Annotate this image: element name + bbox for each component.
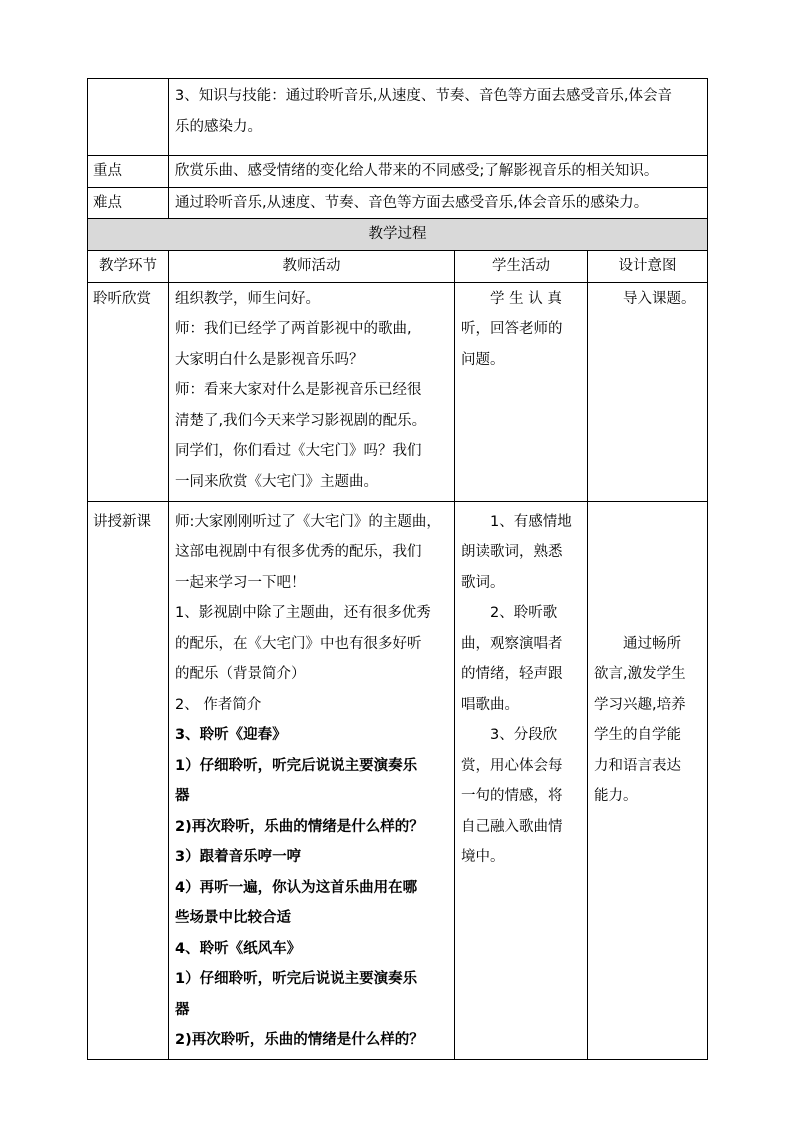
intent-line: 学习兴趣,培养	[594, 696, 686, 713]
column-header-student: 学生活动	[455, 250, 588, 282]
teacher-activity-cell	[169, 501, 455, 1059]
key-point-row	[88, 156, 708, 188]
student-line: 2、聆听歌	[490, 605, 558, 621]
teacher-line: 大家明白什么是影视音乐吗？	[175, 351, 364, 368]
teacher-line: 师：我们已经学了两首影视中的歌曲,	[175, 321, 412, 337]
intent-line: 能力。	[594, 788, 638, 804]
student-line: 的情绪，轻声跟	[461, 666, 563, 682]
teacher-line: 的配乐，在《大宅门》中也有很多好听	[175, 635, 422, 652]
student-line: 曲，观察演唱者	[461, 635, 563, 652]
difficulty-text: 通过聆听音乐,从速度、节奏、音色等方面去感受音乐,体会音乐的感染力。	[169, 187, 708, 219]
design-intent-cell	[588, 282, 708, 501]
section-new-lesson-row	[88, 501, 708, 1059]
teacher-line-bold: 1）仔细聆听，听完后说说主要演奏乐	[175, 971, 418, 987]
objective-line: 乐的感染力。	[175, 118, 262, 135]
teacher-line-bold: 4）再听一遍，你认为这首乐曲用在哪	[175, 879, 418, 896]
teacher-line-bold: 些场景中比较合适	[175, 910, 291, 926]
teacher-line: 师：看来大家对什么是影视音乐已经很	[175, 382, 422, 398]
stage-cell: 聆听欣赏	[88, 282, 169, 501]
intent-line: 力和语言表达	[594, 757, 681, 774]
teacher-line-bold: 器	[175, 1001, 190, 1018]
difficulty-row	[88, 187, 708, 219]
key-point-text: 欣赏乐曲、感受情绪的变化给人带来的不同感受;了解影视音乐的相关知识。	[169, 156, 708, 188]
intent-line: 导入课题。	[623, 290, 696, 307]
student-line: 3、分段欣	[490, 727, 558, 743]
objective-line: 3、知识与技能：通过聆听音乐,从速度、节奏、音色等方面去感受音乐,体会音	[175, 88, 672, 104]
student-line: 歌词。	[461, 574, 505, 591]
difficulty-label: 难点	[88, 187, 169, 219]
student-line: 境中。	[461, 849, 505, 865]
stage-cell: 讲授新课	[88, 501, 169, 1059]
design-intent-cell	[588, 501, 708, 1059]
teacher-line-bold: 2)再次聆听，乐曲的情绪是什么样的？	[175, 818, 424, 835]
student-line: 自己融入歌曲情	[461, 818, 563, 835]
teacher-line: 这部电视剧中有很多优秀的配乐，我们	[175, 544, 422, 560]
objective-row	[88, 79, 708, 156]
teacher-line: 2、 作者简介	[175, 696, 262, 713]
column-header-row	[88, 250, 708, 282]
teacher-line-bold: 4、聆听《纸风车》	[175, 940, 302, 957]
teacher-line-bold: 3）跟着音乐哼一哼	[175, 849, 302, 865]
student-line: 学 生 认 真	[490, 290, 562, 307]
student-line: 1、有感情地	[490, 513, 572, 530]
teacher-line-bold: 2)再次聆听，乐曲的情绪是什么样的？	[175, 1032, 424, 1048]
teacher-line: 清楚了,我们今天来学习影视剧的配乐。	[175, 412, 427, 429]
teacher-line: 组织教学，师生问好。	[175, 290, 320, 307]
column-header-stage: 教学环节	[88, 250, 169, 282]
student-line: 唱歌曲。	[461, 696, 519, 713]
process-header: 教学过程	[88, 219, 708, 251]
student-line: 朗读歌词，熟悉	[461, 544, 563, 560]
section-listening-row	[88, 282, 708, 501]
intent-line: 欲言,激发学生	[594, 666, 686, 682]
student-line: 问题。	[461, 351, 505, 368]
key-point-label: 重点	[88, 156, 169, 188]
teacher-line: 师:大家刚刚听过了《大宅门》的主题曲，	[175, 513, 441, 530]
objective-cell	[169, 79, 708, 156]
teacher-line: 同学们，你们看过《大宅门》吗？我们	[175, 443, 422, 459]
lesson-plan-table	[87, 78, 708, 1060]
teacher-line-bold: 3、聆听《迎春》	[175, 727, 287, 743]
student-line: 听，回答老师的	[461, 321, 563, 337]
column-header-teacher: 教师活动	[169, 250, 455, 282]
student-line: 一句的情感，将	[461, 788, 563, 804]
intent-line: 学生的自学能	[594, 727, 681, 743]
student-line: 赏，用心体会每	[461, 757, 563, 774]
teacher-line: 的配乐（背景简介）	[175, 666, 306, 682]
teacher-activity-cell	[169, 282, 455, 501]
teacher-line-bold: 1）仔细聆听，听完后说说主要演奏乐	[175, 757, 418, 774]
teacher-line: 1、影视剧中除了主题曲，还有很多优秀	[175, 605, 431, 621]
teacher-line: 一同来欣赏《大宅门》主题曲。	[175, 473, 378, 490]
teacher-line: 一起来学习一下吧！	[175, 574, 306, 591]
intent-line: 通过畅所	[623, 635, 681, 652]
student-activity-cell	[455, 501, 588, 1059]
column-header-intent: 设计意图	[588, 250, 708, 282]
teacher-line-bold: 器	[175, 788, 190, 804]
objective-label-cell	[88, 79, 169, 156]
process-header-row	[88, 219, 708, 251]
student-activity-cell	[455, 282, 588, 501]
